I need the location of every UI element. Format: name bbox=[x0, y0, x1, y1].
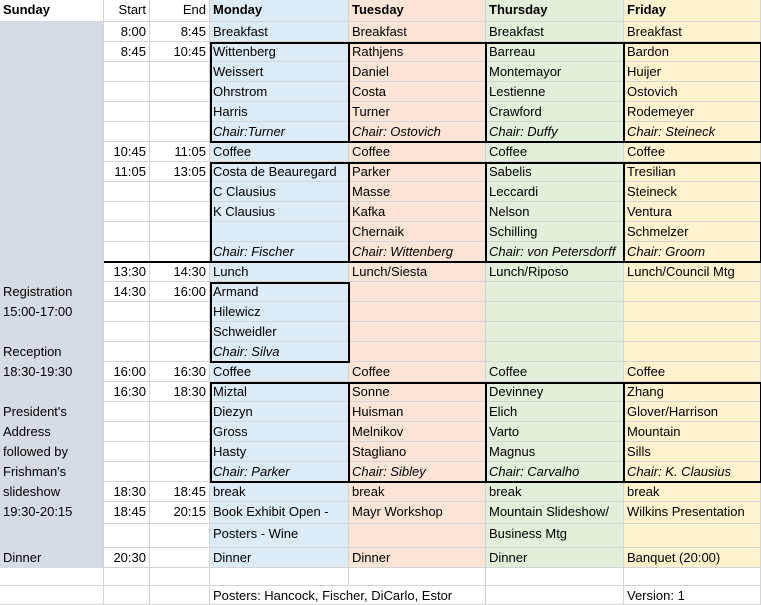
start-time[interactable]: 18:30 bbox=[104, 482, 150, 502]
end-time[interactable] bbox=[150, 524, 210, 548]
end-time[interactable] bbox=[150, 302, 210, 322]
empty-cell[interactable] bbox=[150, 586, 210, 605]
session-cell[interactable]: Masse bbox=[349, 182, 486, 202]
session-cell[interactable]: Coffee bbox=[210, 142, 349, 162]
footer-version: Version: 1 bbox=[624, 586, 761, 605]
start-time[interactable]: 16:30 bbox=[104, 382, 150, 402]
start-time[interactable]: 8:00 bbox=[104, 22, 150, 42]
session-cell[interactable]: Leccardi bbox=[486, 182, 624, 202]
end-time[interactable] bbox=[150, 242, 210, 262]
session-cell[interactable]: break bbox=[349, 482, 486, 502]
header-thursday: Thursday bbox=[486, 0, 624, 22]
sunday-note: Address bbox=[0, 422, 104, 442]
start-time[interactable] bbox=[104, 122, 150, 142]
start-time[interactable]: 10:45 bbox=[104, 142, 150, 162]
empty-cell[interactable] bbox=[0, 568, 104, 586]
session-cell[interactable] bbox=[349, 322, 486, 342]
end-time[interactable] bbox=[150, 422, 210, 442]
start-time[interactable] bbox=[104, 182, 150, 202]
start-time[interactable]: 14:30 bbox=[104, 282, 150, 302]
sunday-note: slideshow bbox=[0, 482, 104, 502]
session-cell[interactable]: Kafka bbox=[349, 202, 486, 222]
sunday-note: 19:30-20:15 bbox=[0, 502, 104, 524]
start-time[interactable]: 18:45 bbox=[104, 502, 150, 524]
start-time[interactable] bbox=[104, 62, 150, 82]
session-cell[interactable]: Ostovich bbox=[624, 82, 761, 102]
end-time[interactable] bbox=[150, 322, 210, 342]
session-cell[interactable]: Schweidler bbox=[210, 322, 349, 342]
session-chair-cell[interactable]: Chair: Carvalho bbox=[486, 462, 624, 482]
session-chair-cell[interactable]: Chair: Fischer bbox=[210, 242, 349, 262]
session-cell[interactable]: Parker bbox=[349, 162, 486, 182]
end-time[interactable]: 18:45 bbox=[150, 482, 210, 502]
start-time[interactable] bbox=[104, 422, 150, 442]
empty-cell[interactable] bbox=[104, 586, 150, 605]
session-cell[interactable]: C Clausius bbox=[210, 182, 349, 202]
sunday-note: Reception bbox=[0, 342, 104, 362]
session-cell[interactable]: Harris bbox=[210, 102, 349, 122]
session-cell[interactable]: Devinney bbox=[486, 382, 624, 402]
session-cell[interactable]: break bbox=[624, 482, 761, 502]
session-cell[interactable]: Dinner bbox=[349, 548, 486, 568]
session-cell[interactable]: Steineck bbox=[624, 182, 761, 202]
session-cell[interactable]: Huisman bbox=[349, 402, 486, 422]
session-cell[interactable]: Barreau bbox=[486, 42, 624, 62]
empty-cell[interactable] bbox=[486, 568, 624, 586]
start-time[interactable] bbox=[104, 442, 150, 462]
header-tuesday: Tuesday bbox=[349, 0, 486, 22]
session-cell[interactable]: Miztal bbox=[210, 382, 349, 402]
end-time[interactable] bbox=[150, 342, 210, 362]
session-cell[interactable] bbox=[486, 302, 624, 322]
session-cell[interactable]: Gross bbox=[210, 422, 349, 442]
session-cell[interactable] bbox=[624, 322, 761, 342]
empty-cell[interactable] bbox=[624, 568, 761, 586]
session-cell[interactable]: Schilling bbox=[486, 222, 624, 242]
empty-cell[interactable] bbox=[150, 568, 210, 586]
session-chair-cell[interactable]: Chair: Duffy bbox=[486, 122, 624, 142]
session-chair-cell[interactable]: Chair: Steineck bbox=[624, 122, 761, 142]
session-cell[interactable]: Costa bbox=[349, 82, 486, 102]
session-cell[interactable]: Schmelzer bbox=[624, 222, 761, 242]
session-cell[interactable]: Rodemeyer bbox=[624, 102, 761, 122]
end-time[interactable]: 16:30 bbox=[150, 362, 210, 382]
end-time[interactable]: 11:05 bbox=[150, 142, 210, 162]
sunday-note: followed by bbox=[0, 442, 104, 462]
start-time[interactable] bbox=[104, 102, 150, 122]
start-time[interactable] bbox=[104, 462, 150, 482]
session-chair-cell[interactable]: Chair: Sibley bbox=[349, 462, 486, 482]
session-cell[interactable]: Lestienne bbox=[486, 82, 624, 102]
session-cell[interactable]: Sabelis bbox=[486, 162, 624, 182]
session-cell[interactable]: Coffee bbox=[624, 362, 761, 382]
sunday-note: Frishman's bbox=[0, 462, 104, 482]
session-cell[interactable]: Lunch/Siesta bbox=[349, 262, 486, 282]
session-cell[interactable]: K Clausius bbox=[210, 202, 349, 222]
session-cell[interactable]: Chernaik bbox=[349, 222, 486, 242]
start-time[interactable] bbox=[104, 402, 150, 422]
session-cell[interactable]: Wilkins Presentation bbox=[624, 502, 761, 524]
end-time[interactable]: 18:30 bbox=[150, 382, 210, 402]
session-cell[interactable]: Glover/Harrison bbox=[624, 402, 761, 422]
empty-cell[interactable] bbox=[210, 568, 349, 586]
header-friday: Friday bbox=[624, 0, 761, 22]
session-cell[interactable]: Daniel bbox=[349, 62, 486, 82]
session-cell[interactable]: Breakfast bbox=[210, 22, 349, 42]
session-cell[interactable]: Coffee bbox=[349, 142, 486, 162]
session-cell[interactable]: Rathjens bbox=[349, 42, 486, 62]
end-time[interactable] bbox=[150, 462, 210, 482]
session-cell[interactable]: Diezyn bbox=[210, 402, 349, 422]
session-chair-cell[interactable]: Chair: von Petersdorff bbox=[486, 242, 624, 262]
session-cell[interactable]: Ohrstrom bbox=[210, 82, 349, 102]
session-cell[interactable] bbox=[486, 322, 624, 342]
session-cell[interactable]: Posters - Wine bbox=[210, 524, 349, 548]
session-cell[interactable]: Business Mtg bbox=[486, 524, 624, 548]
session-chair-cell[interactable]: Chair: K. Clausius bbox=[624, 462, 761, 482]
header-end: End bbox=[150, 0, 210, 22]
session-cell[interactable]: Breakfast bbox=[624, 22, 761, 42]
end-time[interactable] bbox=[150, 202, 210, 222]
session-cell[interactable]: Lunch bbox=[210, 262, 349, 282]
session-cell[interactable]: Costa de Beauregard bbox=[210, 162, 349, 182]
empty-cell[interactable] bbox=[486, 586, 624, 605]
header-sunday: Sunday bbox=[0, 0, 104, 22]
sunday-note: 15:00-17:00 bbox=[0, 302, 104, 322]
session-cell[interactable]: Book Exhibit Open - bbox=[210, 502, 349, 524]
start-time[interactable] bbox=[104, 242, 150, 262]
end-time[interactable]: 14:30 bbox=[150, 262, 210, 282]
session-cell[interactable]: Dinner bbox=[486, 548, 624, 568]
session-cell[interactable]: Elich bbox=[486, 402, 624, 422]
session-cell[interactable]: Montemayor bbox=[486, 62, 624, 82]
session-cell[interactable]: Mountain Slideshow/ bbox=[486, 502, 624, 524]
start-time[interactable] bbox=[104, 524, 150, 548]
start-time[interactable] bbox=[104, 342, 150, 362]
session-cell[interactable] bbox=[210, 222, 349, 242]
session-cell[interactable]: Hilewicz bbox=[210, 302, 349, 322]
session-cell[interactable] bbox=[349, 282, 486, 302]
header-monday: Monday bbox=[210, 0, 349, 22]
empty-cell[interactable] bbox=[104, 568, 150, 586]
session-cell[interactable]: Breakfast bbox=[349, 22, 486, 42]
end-time[interactable]: 8:45 bbox=[150, 22, 210, 42]
session-cell[interactable]: Ventura bbox=[624, 202, 761, 222]
start-time[interactable]: 13:30 bbox=[104, 262, 150, 282]
session-chair-cell[interactable]: Chair:Turner bbox=[210, 122, 349, 142]
session-cell[interactable] bbox=[624, 302, 761, 322]
session-cell[interactable]: Stagliano bbox=[349, 442, 486, 462]
session-cell[interactable] bbox=[486, 282, 624, 302]
session-cell[interactable]: Weissert bbox=[210, 62, 349, 82]
session-cell[interactable]: Nelson bbox=[486, 202, 624, 222]
end-time[interactable]: 16:00 bbox=[150, 282, 210, 302]
sunday-note: 18:30-19:30 bbox=[0, 362, 104, 382]
start-time[interactable]: 8:45 bbox=[104, 42, 150, 62]
end-time[interactable] bbox=[150, 122, 210, 142]
session-cell[interactable]: Mayr Workshop bbox=[349, 502, 486, 524]
start-time[interactable]: 16:00 bbox=[104, 362, 150, 382]
session-cell[interactable] bbox=[486, 342, 624, 362]
footer-posters: Posters: Hancock, Fischer, DiCarlo, Estor bbox=[210, 586, 486, 605]
session-cell[interactable]: Coffee bbox=[486, 362, 624, 382]
end-time[interactable] bbox=[150, 82, 210, 102]
session-cell[interactable]: Mountain bbox=[624, 422, 761, 442]
start-time[interactable]: 11:05 bbox=[104, 162, 150, 182]
sunday-note: Registration bbox=[0, 282, 104, 302]
end-time[interactable] bbox=[150, 102, 210, 122]
end-time[interactable]: 13:05 bbox=[150, 162, 210, 182]
session-cell[interactable]: Lunch/Riposo bbox=[486, 262, 624, 282]
end-time[interactable] bbox=[150, 62, 210, 82]
session-cell[interactable]: break bbox=[210, 482, 349, 502]
empty-cell[interactable] bbox=[0, 586, 104, 605]
session-chair-cell[interactable]: Chair: Wittenberg bbox=[349, 242, 486, 262]
session-cell[interactable]: Turner bbox=[349, 102, 486, 122]
session-cell[interactable]: Hasty bbox=[210, 442, 349, 462]
end-time[interactable] bbox=[150, 402, 210, 422]
session-cell[interactable]: break bbox=[486, 482, 624, 502]
session-cell[interactable]: Coffee bbox=[349, 362, 486, 382]
session-cell[interactable]: Dinner bbox=[210, 548, 349, 568]
session-cell[interactable]: Tresilian bbox=[624, 162, 761, 182]
session-cell[interactable]: Bardon bbox=[624, 42, 761, 62]
session-cell[interactable]: Sills bbox=[624, 442, 761, 462]
session-cell[interactable]: Banquet (20:00) bbox=[624, 548, 761, 568]
session-cell[interactable] bbox=[349, 342, 486, 362]
start-time[interactable] bbox=[104, 222, 150, 242]
start-time[interactable] bbox=[104, 82, 150, 102]
session-cell[interactable] bbox=[624, 524, 761, 548]
session-cell[interactable]: Breakfast bbox=[486, 22, 624, 42]
session-cell[interactable]: Magnus bbox=[486, 442, 624, 462]
start-time[interactable] bbox=[104, 322, 150, 342]
session-cell[interactable] bbox=[349, 524, 486, 548]
session-cell[interactable] bbox=[349, 302, 486, 322]
end-time[interactable] bbox=[150, 548, 210, 568]
session-cell[interactable]: Coffee bbox=[624, 142, 761, 162]
start-time[interactable]: 20:30 bbox=[104, 548, 150, 568]
sunday-note: President's bbox=[0, 402, 104, 422]
session-chair-cell[interactable]: Chair: Groom bbox=[624, 242, 761, 262]
session-chair-cell[interactable]: Chair: Parker bbox=[210, 462, 349, 482]
session-cell[interactable]: Lunch/Council Mtg bbox=[624, 262, 761, 282]
start-time[interactable] bbox=[104, 302, 150, 322]
end-time[interactable]: 10:45 bbox=[150, 42, 210, 62]
session-cell[interactable]: Coffee bbox=[210, 362, 349, 382]
session-cell[interactable]: Zhang bbox=[624, 382, 761, 402]
session-cell[interactable] bbox=[624, 282, 761, 302]
session-cell[interactable]: Huijer bbox=[624, 62, 761, 82]
session-chair-cell[interactable]: Chair: Silva bbox=[210, 342, 349, 362]
sunday-note: Dinner bbox=[0, 548, 104, 568]
end-time[interactable]: 20:15 bbox=[150, 502, 210, 524]
session-chair-cell[interactable]: Chair: Ostovich bbox=[349, 122, 486, 142]
session-cell[interactable]: Melnikov bbox=[349, 422, 486, 442]
session-cell[interactable]: Wittenberg bbox=[210, 42, 349, 62]
end-time[interactable] bbox=[150, 182, 210, 202]
session-cell[interactable]: Crawford bbox=[486, 102, 624, 122]
header-start: Start bbox=[104, 0, 150, 22]
session-cell[interactable]: Armand bbox=[210, 282, 349, 302]
empty-cell[interactable] bbox=[349, 568, 486, 586]
end-time[interactable] bbox=[150, 442, 210, 462]
session-cell[interactable]: Varto bbox=[486, 422, 624, 442]
session-cell[interactable]: Sonne bbox=[349, 382, 486, 402]
start-time[interactable] bbox=[104, 202, 150, 222]
end-time[interactable] bbox=[150, 222, 210, 242]
session-cell[interactable]: Coffee bbox=[486, 142, 624, 162]
session-cell[interactable] bbox=[624, 342, 761, 362]
